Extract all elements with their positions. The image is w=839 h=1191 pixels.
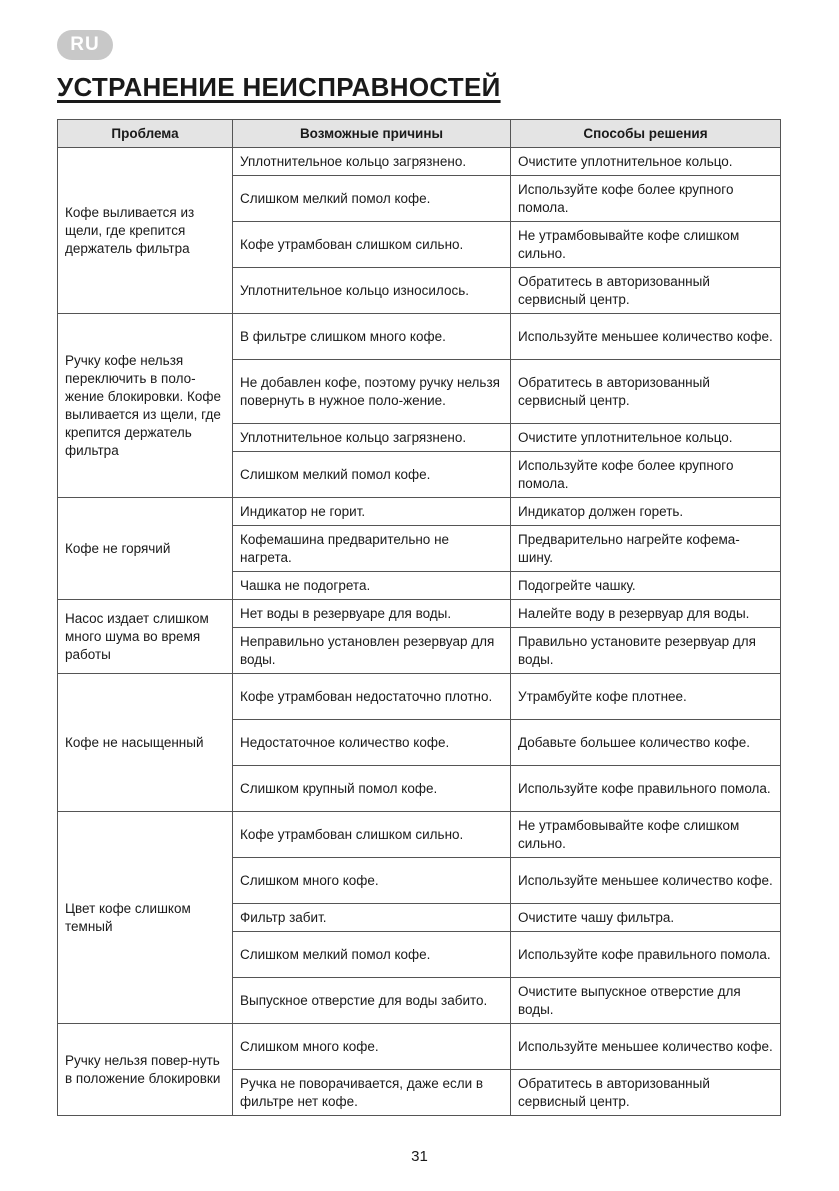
cause-cell: Нет воды в резервуаре для воды. (233, 600, 511, 628)
cause-cell: Неправильно установлен резервуар для воды. (233, 628, 511, 674)
solution-cell: Используйте меньшее количество кофе. (511, 858, 781, 904)
cause-cell: Слишком мелкий помол кофе. (233, 452, 511, 498)
solution-cell: Используйте кофе правильного помола. (511, 932, 781, 978)
cause-cell: Слишком много кофе. (233, 1024, 511, 1070)
cause-cell: Кофе утрамбован слишком сильно. (233, 812, 511, 858)
solution-cell: Налейте воду в резервуар для воды. (511, 600, 781, 628)
table-row (58, 1024, 781, 1070)
solution-cell: Очистите чашу фильтра. (511, 904, 781, 932)
solution-cell: Используйте кофе более крупного помола. (511, 176, 781, 222)
problem-cell: Кофе не насыщенный (58, 674, 233, 812)
page-number: 31 (411, 1148, 428, 1165)
cause-cell: Слишком много кофе. (233, 858, 511, 904)
column-header-solutions: Способы решения (511, 120, 781, 148)
table-row (58, 674, 781, 720)
cause-cell: Слишком мелкий помол кофе. (233, 176, 511, 222)
cause-cell: Недостаточное количество кофе. (233, 720, 511, 766)
cause-cell: Выпускное отверстие для воды забито. (233, 978, 511, 1024)
solution-cell: Очистите выпускное отверстие для воды. (511, 978, 781, 1024)
table-body (58, 148, 781, 1116)
solution-cell: Индикатор должен гореть. (511, 498, 781, 526)
solution-cell: Правильно установите резервуар для воды. (511, 628, 781, 674)
troubleshooting-table (57, 119, 781, 1116)
cause-cell: Слишком мелкий помол кофе. (233, 932, 511, 978)
language-badge: RU (57, 30, 113, 60)
cause-cell: Ручка не поворачивается, даже если в фильтре нет кофе. (233, 1070, 511, 1116)
solution-cell: Очистите уплотнительное кольцо. (511, 424, 781, 452)
solution-cell: Используйте меньшее количество кофе. (511, 1024, 781, 1070)
column-header-causes: Возможные причины (233, 120, 511, 148)
problem-cell: Цвет кофе слишком темный (58, 812, 233, 1024)
problem-cell: Кофе не горячий (58, 498, 233, 600)
solution-cell: Добавьте большее количество кофе. (511, 720, 781, 766)
cause-cell: Уплотнительное кольцо загрязнено. (233, 424, 511, 452)
solution-cell: Подогрейте чашку. (511, 572, 781, 600)
cause-cell: В фильтре слишком много кофе. (233, 314, 511, 360)
solution-cell: Обратитесь в авторизованный сервисный центр. (511, 1070, 781, 1116)
solution-cell: Предварительно нагрейте кофема-шину. (511, 526, 781, 572)
cause-cell: Фильтр забит. (233, 904, 511, 932)
column-header-problem: Проблема (58, 120, 233, 148)
table-row (58, 314, 781, 360)
problem-cell: Ручку кофе нельзя переключить в поло-жение блокировки. Кофе выливается из щели, где крепится держатель фильтра (58, 314, 233, 498)
table-row (58, 600, 781, 628)
cause-cell: Индикатор не горит. (233, 498, 511, 526)
solution-cell: Используйте кофе более крупного помола. (511, 452, 781, 498)
cause-cell: Уплотнительное кольцо износилось. (233, 268, 511, 314)
cause-cell: Кофе утрамбован недостаточно плотно. (233, 674, 511, 720)
cause-cell: Чашка не подогрета. (233, 572, 511, 600)
table-row (58, 498, 781, 526)
table-header (58, 120, 781, 148)
cause-cell: Кофемашина предварительно не нагрета. (233, 526, 511, 572)
solution-cell: Утрамбуйте кофе плотнее. (511, 674, 781, 720)
cause-cell: Кофе утрамбован слишком сильно. (233, 222, 511, 268)
table-row (58, 812, 781, 858)
problem-cell: Кофе выливается из щели, где крепится держатель фильтра (58, 148, 233, 314)
cause-cell: Слишком крупный помол кофе. (233, 766, 511, 812)
problem-cell: Ручку нельзя повер-нуть в положение блокировки (58, 1024, 233, 1116)
problem-cell: Насос издает слишком много шума во время работы (58, 600, 233, 674)
page-title: УСТРАНЕНИЕ НЕИСПРАВНОСТЕЙ (57, 72, 501, 102)
solution-cell: Используйте меньшее количество кофе. (511, 314, 781, 360)
cause-cell: Не добавлен кофе, поэтому ручку нельзя повернуть в нужное поло-жение. (233, 360, 511, 424)
table-row (58, 148, 781, 176)
solution-cell: Не утрамбовывайте кофе слишком сильно. (511, 222, 781, 268)
solution-cell: Очистите уплотнительное кольцо. (511, 148, 781, 176)
solution-cell: Используйте кофе правильного помола. (511, 766, 781, 812)
solution-cell: Обратитесь в авторизованный сервисный центр. (511, 268, 781, 314)
cause-cell: Уплотнительное кольцо загрязнено. (233, 148, 511, 176)
solution-cell: Не утрамбовывайте кофе слишком сильно. (511, 812, 781, 858)
solution-cell: Обратитесь в авторизованный сервисный центр. (511, 360, 781, 424)
